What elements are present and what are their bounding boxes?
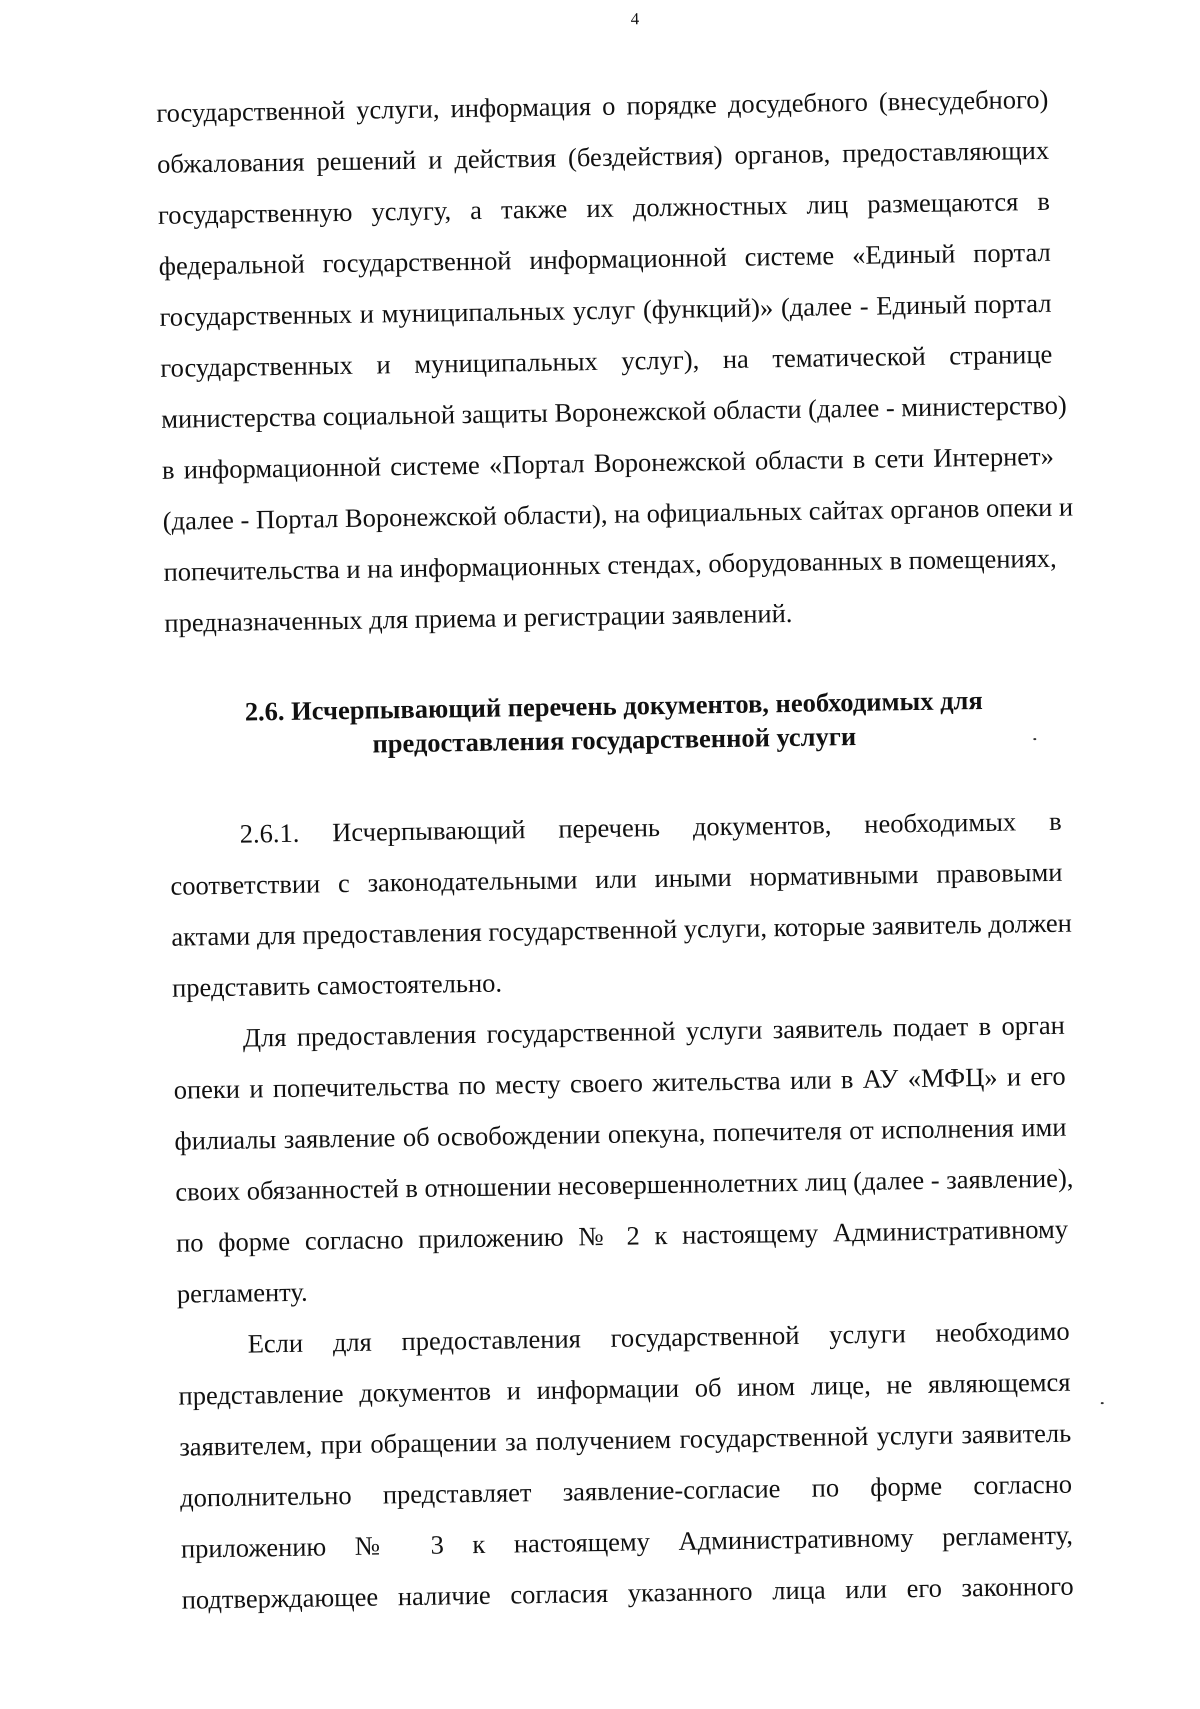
text-line: актами для предоставления государственной услуги, которые заявитель должен xyxy=(171,907,1073,952)
text-line: своих обязанностей в отношении несовершеннолетних лиц (далее - заявление), xyxy=(175,1162,1074,1207)
text-line: филиалы заявление об освобождении опекуна, попечителя от исполнения ими xyxy=(174,1111,1067,1156)
text-line: в информационной системе «Портал Воронежской области в сети Интернет» xyxy=(161,440,1055,485)
text-line: представить самостоятельно. xyxy=(171,967,503,1003)
text-line: представление документов и информации об ином лице, не являющемся xyxy=(178,1366,1071,1411)
text-line: дополнительно представляет заявление-согласие по форме согласно xyxy=(179,1468,1073,1513)
text-line: государственную услугу, а также их должностных лиц размещаются в xyxy=(157,185,1051,230)
text-line: соответствии с законодательными или иными нормативными правовыми xyxy=(170,856,1063,901)
text-line: опеки и попечительства по месту своего жительства или в АУ «МФЦ» и его xyxy=(173,1060,1066,1105)
heading-line: 2.6. Исчерпывающий перечень документов, необходимых для xyxy=(244,684,983,727)
text-line: подтверждающее наличие согласия указанного лица или его законного xyxy=(181,1570,1074,1615)
text-line: государственных и муниципальных услуг), на тематической странице xyxy=(160,338,1053,383)
scan-speck xyxy=(1033,738,1036,740)
text-line: Если для предоставления государственной услуги необходимо xyxy=(247,1315,1070,1359)
text-line: государственной услуги, информация о порядке досудебного (внесудебного) xyxy=(156,83,1049,128)
text-line: министерства социальной защиты Воронежской области (далее - министерство) xyxy=(160,389,1067,434)
text-line: государственных и муниципальных услуг (функций)» (далее - Единый портал xyxy=(159,287,1052,332)
text-line: 2.6.1. Исчерпывающий перечень документов, необходимых в xyxy=(239,805,1062,849)
text-line: обжалования решений и действия (бездействия) органов, предоставляющих xyxy=(156,134,1050,179)
page-number: 4 xyxy=(630,9,640,29)
scan-speck xyxy=(1101,1402,1104,1404)
text-line: (далее - Портал Воронежской области), на официальных сайтах органов опеки и xyxy=(162,491,1074,536)
text-line: по форме согласно приложению № 2 к настоящему Административному xyxy=(175,1213,1069,1258)
text-line: Для предоставления государственной услуги заявитель подает в орган xyxy=(242,1009,1066,1053)
text-line: заявителем, при обращении за получением государственной услуги заявитель xyxy=(179,1417,1072,1462)
text-line: предназначенных для приема и регистрации заявлений. xyxy=(164,597,793,638)
text-line: регламенту. xyxy=(176,1276,308,1309)
paragraph-1 xyxy=(0,0,1187,638)
heading-line: предоставления государственной услуги xyxy=(372,720,857,759)
text-line: приложению № 3 к настоящему Административному регламенту, xyxy=(180,1519,1074,1564)
text-line: попечительства и на информационных стендах, оборудованных в помещениях, xyxy=(163,542,1057,587)
text-line: федеральной государственной информационной системе «Единый портал xyxy=(158,236,1051,281)
